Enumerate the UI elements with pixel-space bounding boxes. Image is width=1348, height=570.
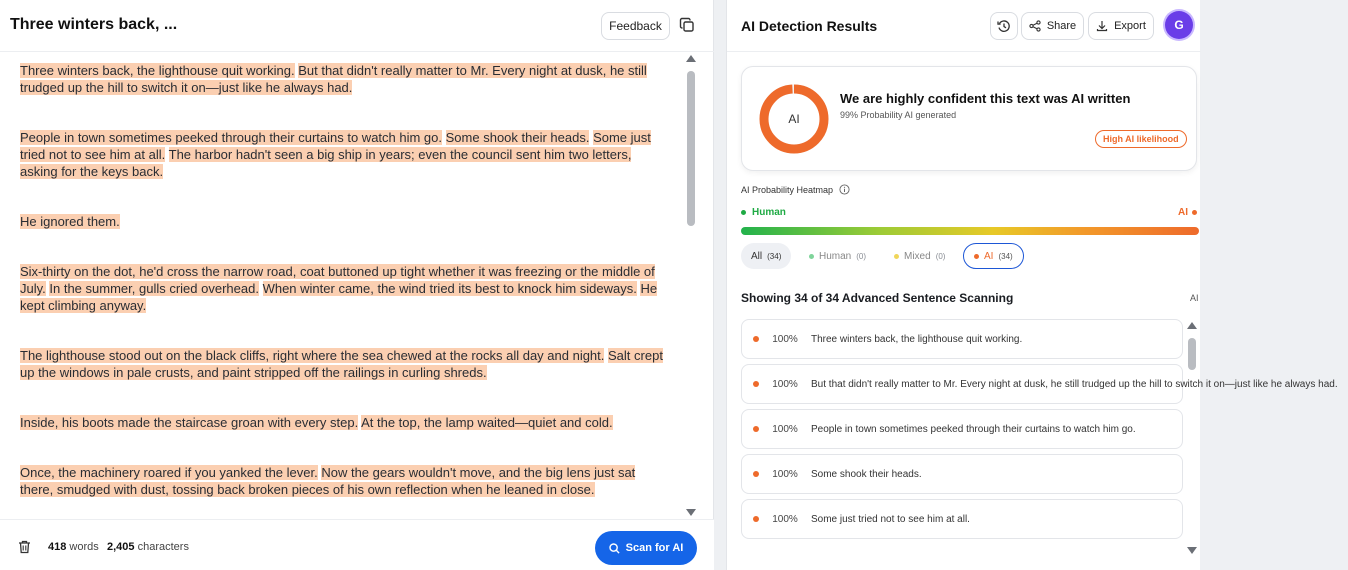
editor-fade — [0, 505, 685, 519]
ai-dot-icon — [1192, 210, 1197, 215]
share-label: Share — [1046, 20, 1077, 32]
scroll-down-arrow-icon[interactable] — [686, 509, 696, 516]
editor-paragraph — [20, 129, 665, 180]
highlighted-sentence[interactable]: In the summer, gulls cried overhead. — [49, 281, 259, 296]
highlighted-sentence[interactable]: The lighthouse stood out on the black cliffs, right where the sea chewed at the rocks all day and night. — [20, 348, 605, 363]
mixed-dot-icon — [894, 254, 899, 259]
highlighted-sentence[interactable]: People in town sometimes peeked through their curtains to watch him go. — [20, 130, 443, 145]
editor-paragraph — [20, 213, 665, 230]
editor-paragraph — [20, 263, 665, 314]
highlighted-sentence[interactable]: Now the gears wouldn't move, and the big lens just sat there, smudged with dust, tossing back broken pieces of his own reflection when he leaned in close. — [20, 465, 636, 497]
sentence-probability: 100% — [772, 423, 798, 435]
sentence-probability: 100% — [772, 468, 798, 480]
human-dot-icon — [809, 254, 814, 259]
highlighted-sentence[interactable]: At the top, the lamp waited—quiet and cold. — [361, 415, 613, 430]
editor-paragraph — [20, 62, 665, 96]
filter-ai[interactable]: AI (34) — [963, 243, 1024, 269]
sentence-probability: 100% — [772, 378, 798, 390]
character-count: 2,405 characters — [107, 541, 189, 553]
feedback-button[interactable]: Feedback — [601, 12, 670, 40]
editor-header — [0, 0, 714, 52]
highlighted-sentence[interactable]: When winter came, the wind tried its best to knock him sideways. — [262, 281, 637, 296]
highlighted-sentence[interactable]: Salt crept up the windows in pale crusts, and paint stripped off the railings in curling shreds. — [20, 348, 663, 380]
heatmap-gradient-bar — [741, 227, 1199, 235]
sentence-row[interactable] — [741, 364, 1338, 404]
highlighted-sentence[interactable]: Inside, his boots made the staircase groan with every step. — [20, 415, 359, 430]
heatmap-title: AI Probability Heatmap — [741, 185, 834, 195]
sentence-row[interactable] — [741, 499, 1183, 539]
editor-paragraph — [20, 464, 665, 498]
legend-ai: AI — [1178, 207, 1197, 218]
verdict-text: We are highly confident this text was AI written — [840, 91, 1131, 106]
sentence-probability: 100% — [772, 333, 798, 345]
legend-human: Human — [741, 207, 786, 218]
results-title: AI Detection Results — [741, 18, 878, 34]
editor-paragraph — [20, 414, 665, 431]
history-icon — [991, 13, 1017, 39]
scan-for-ai-button[interactable] — [595, 531, 697, 565]
highlighted-sentence[interactable]: But that didn't really matter to Mr. Every night at dusk, he still trudged up the hill to switch it on—just like he always had. — [20, 63, 647, 95]
sentence-list-scrollbar[interactable] — [1185, 322, 1199, 562]
scroll-down-arrow-icon[interactable] — [1187, 547, 1197, 554]
results-panel — [726, 0, 1338, 570]
scroll-thumb[interactable] — [687, 71, 695, 226]
search-icon — [609, 543, 620, 554]
scroll-up-arrow-icon[interactable] — [1187, 322, 1197, 329]
showing-count-text: Showing 34 of 34 Advanced Sentence Scanning — [741, 291, 1014, 305]
download-icon — [1096, 20, 1108, 32]
filter-all[interactable]: All (34) — [741, 243, 791, 269]
highlighted-sentence[interactable]: Some shook their heads. — [445, 130, 590, 145]
export-button[interactable] — [1088, 12, 1154, 40]
scroll-up-arrow-icon[interactable] — [686, 55, 696, 62]
share-icon — [1029, 20, 1041, 32]
highlighted-sentence[interactable]: Six-thirty on the dot, he'd cross the narrow road, coat buttoned up tight whether it was freezing or the middle of July. — [20, 264, 655, 296]
highlighted-sentence[interactable]: Some just tried not to see him at all. — [20, 130, 651, 162]
sentence-row[interactable] — [741, 409, 1183, 449]
filter-mixed[interactable]: Mixed (0) — [884, 243, 955, 269]
sentence-text: Some shook their heads. — [811, 468, 922, 480]
sentence-text: But that didn't really matter to Mr. Every night at dusk, he still trudged up the hill to switch it on—just like he always had. — [811, 378, 1338, 390]
probability-text: 99% Probability AI generated — [840, 110, 957, 120]
word-count: 418 words — [48, 541, 99, 553]
history-button[interactable] — [990, 12, 1018, 40]
editor-paragraph — [20, 347, 665, 381]
highlighted-sentence[interactable]: He ignored them. — [20, 214, 120, 229]
donut-label: AI — [788, 112, 800, 126]
scan-label: Scan for AI — [625, 542, 684, 554]
sentence-text: People in town sometimes peeked through their curtains to watch him go. — [811, 423, 1136, 435]
likelihood-badge: High AI likelihood — [1095, 130, 1187, 148]
info-icon[interactable] — [839, 184, 850, 195]
sentence-probability: 100% — [772, 513, 798, 525]
highlighted-sentence[interactable]: Once, the machinery roared if you yanked the lever. — [20, 465, 318, 480]
text-editor[interactable] — [0, 52, 685, 519]
showing-ai-tag: AI — [1190, 293, 1199, 303]
sentence-row[interactable] — [741, 454, 1183, 494]
results-header — [727, 0, 1201, 52]
copy-icon[interactable] — [678, 16, 696, 34]
document-title: Three winters back, ... — [10, 16, 178, 33]
editor-scrollbar[interactable] — [684, 55, 698, 517]
filter-human[interactable]: Human (0) — [799, 243, 876, 269]
highlighted-sentence[interactable]: Three winters back, the lighthouse quit working. — [20, 63, 295, 78]
highlighted-sentence[interactable]: The harbor hadn't seen a big ship in years; even the council sent him two letters, asking for the keys back. — [20, 147, 632, 179]
editor-footer — [0, 519, 714, 570]
export-label: Export — [1114, 20, 1146, 32]
ai-dot-icon — [974, 254, 979, 259]
share-button[interactable] — [1021, 12, 1084, 40]
human-dot-icon — [741, 210, 746, 215]
sentence-list — [741, 319, 1338, 570]
scroll-thumb[interactable] — [1188, 338, 1196, 370]
sentence-text: Some just tried not to see him at all. — [811, 513, 970, 525]
highlighted-sentence[interactable]: He kept climbing anyway. — [20, 281, 658, 313]
avatar[interactable]: G — [1165, 11, 1193, 39]
result-summary-card — [741, 66, 1197, 171]
sentence-text: Three winters back, the lighthouse quit working. — [811, 333, 1023, 345]
sentence-row[interactable] — [741, 319, 1183, 359]
trash-icon[interactable] — [18, 540, 31, 554]
